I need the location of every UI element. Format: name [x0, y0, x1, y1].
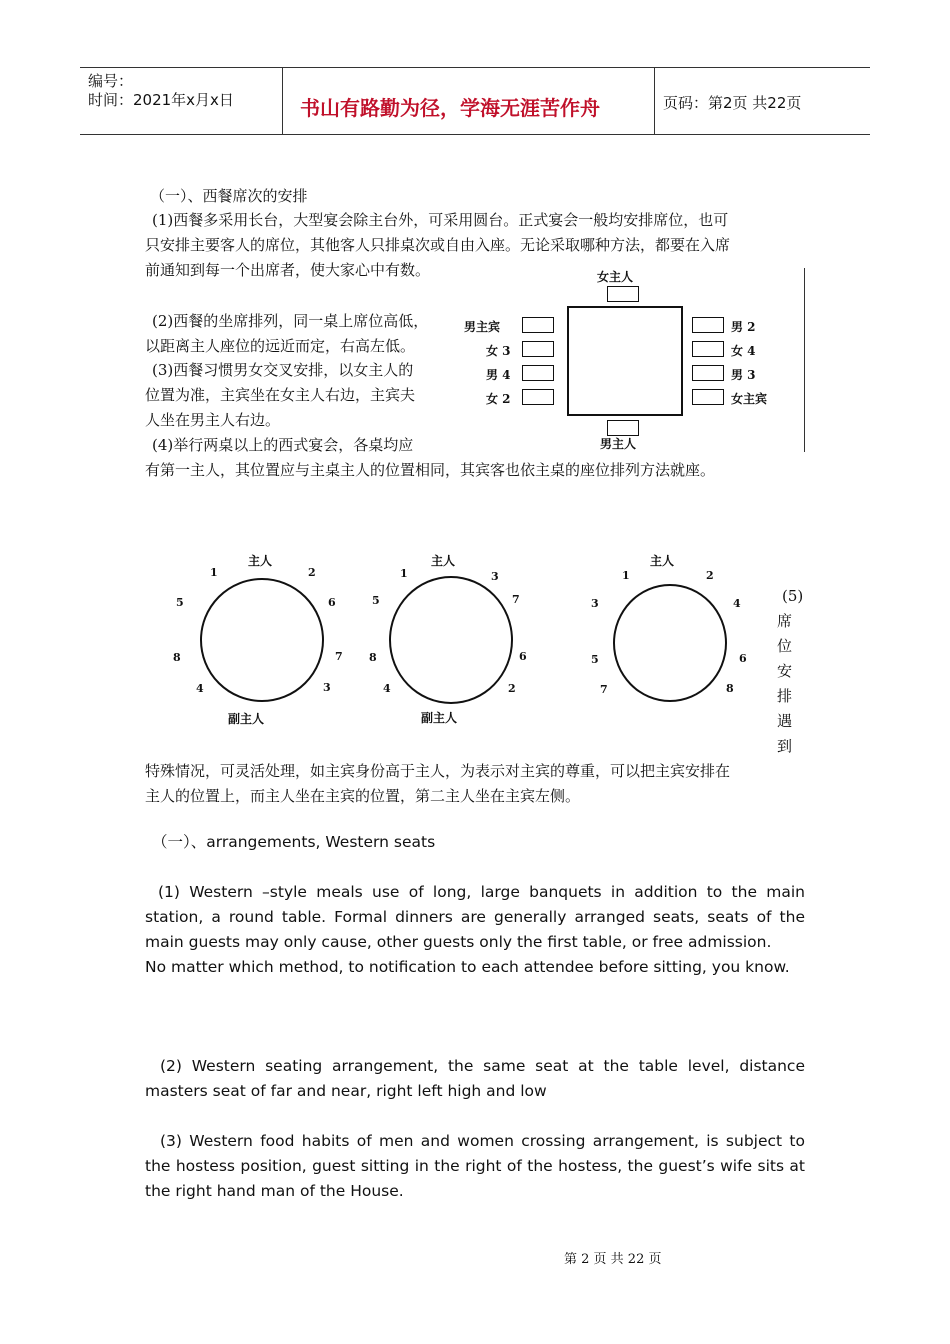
- seat-label-host: 男主人: [600, 437, 637, 451]
- round-table-3: [613, 584, 727, 702]
- seat-host: [607, 420, 639, 436]
- en-p1b: No matter which method, to notification to each attendee before sitting, you know.: [145, 958, 790, 976]
- seat-left-3: [522, 365, 554, 381]
- round2-seat-number: 5: [372, 594, 380, 607]
- seat-label-left-4: 女 2: [486, 392, 511, 406]
- round2-host-label: 主人: [431, 554, 456, 568]
- round3-host-label: 主人: [650, 554, 675, 568]
- cn-p5-vchar: 位: [777, 637, 793, 655]
- round2-seat-number: 4: [383, 682, 391, 695]
- round3-seat-number: 3: [591, 597, 599, 610]
- round2-seat-number: 3: [491, 570, 499, 583]
- seat-left-2: [522, 341, 554, 357]
- en-paragraph-2: [145, 1054, 805, 1104]
- seat-label-left-2: 女 3: [486, 344, 511, 358]
- cn-p2-line2: 以距离主人座位的远近而定，右高左低。: [145, 337, 416, 355]
- cn-p5-line1: 特殊情况，可灵活处理，如主宾身份高于主人，为表示对主宾的尊重，可以把主宾安排在: [145, 762, 731, 780]
- cn-p5-line2: 主人的位置上，而主人坐在主宾的位置，第二主人坐在主宾左侧。: [145, 787, 581, 805]
- seat-label-right-1: 男 2: [731, 320, 756, 334]
- en-p2: (2) Western seating arrangement, the same seat at the table level, distance masters seat of far and near, right left high and low: [145, 1057, 805, 1100]
- cn-p5-vchar: 排: [777, 687, 793, 705]
- cn-p1-line1: (1)西餐多采用长台，大型宴会除主台外，可采用圆台。正式宴会一般均安排席位，也可: [152, 211, 729, 229]
- cn-p3-line2: 位置为准，主宾坐在女主人右边，主宾夫: [145, 386, 416, 404]
- cn-p4-line2: 有第一主人，其位置应与主桌主人的位置相同，其宾客也依主桌的座位排列方法就座。: [145, 461, 716, 479]
- page-label: 页码：第2页 共22页: [663, 94, 802, 112]
- round1-seat-number: 5: [176, 596, 184, 609]
- seat-hostess: [607, 286, 639, 302]
- en-paragraph-1: [145, 880, 805, 980]
- round1-seat-number: 3: [323, 681, 331, 694]
- seat-label-right-4: 女主宾: [731, 392, 768, 406]
- round-table-2: [389, 576, 513, 704]
- en-p1: (1) Western –style meals use of long, large banquets in addition to the main station, a round table. Formal dinners are generally arranged seats, seats of the main guests may only cause, other guests only the first table, or free admission.: [145, 883, 805, 951]
- round3-seat-number: 2: [706, 569, 714, 582]
- seat-left-1: [522, 317, 554, 333]
- cn-p5-vchar: 到: [777, 737, 793, 755]
- section-title-cn: （一）、西餐席次的安排: [150, 187, 308, 205]
- round2-seat-number: 2: [508, 682, 516, 695]
- round-table-1: [200, 578, 324, 702]
- seat-right-2: [692, 341, 724, 357]
- page-footer: 第 2 页 共 22 页: [564, 1252, 662, 1267]
- cn-p5-vchar: 安: [777, 662, 793, 680]
- round2-seat-number: 1: [400, 567, 408, 580]
- cn-p5-vchar: 席: [777, 612, 793, 630]
- round3-seat-number: 5: [591, 653, 599, 666]
- round1-host-label: 主人: [248, 554, 273, 568]
- seat-label-right-2: 女 4: [731, 344, 756, 358]
- long-table: [567, 306, 683, 416]
- round1-seat-number: 7: [335, 650, 343, 663]
- seat-label-left-3: 男 4: [486, 368, 511, 382]
- seat-label-hostess: 女主人: [597, 270, 634, 284]
- round3-seat-number: 7: [600, 683, 608, 696]
- seat-right-1: [692, 317, 724, 333]
- round2-seat-number: 6: [519, 650, 527, 663]
- cn-p5-vchar: (5): [782, 587, 804, 605]
- code-label: 编号：: [88, 72, 134, 90]
- round1-cohost-label: 副主人: [228, 712, 265, 726]
- round1-seat-number: 4: [196, 682, 204, 695]
- diagram-border-line: [804, 268, 805, 452]
- round1-seat-number: 2: [308, 566, 316, 579]
- round2-cohost-label: 副主人: [421, 711, 458, 725]
- motto: 书山有路勤为径，学海无涯苦作舟: [300, 96, 600, 120]
- section-title-en: （一）、arrangements, Western seats: [152, 833, 436, 851]
- round2-seat-number: 8: [369, 651, 377, 664]
- round2-seat-number: 7: [512, 593, 520, 606]
- cn-p2-line1: (2)西餐的坐席排列，同一桌上席位高低，: [152, 312, 429, 330]
- seat-left-4: [522, 389, 554, 405]
- round3-seat-number: 6: [739, 652, 747, 665]
- round1-seat-number: 6: [328, 596, 336, 609]
- seat-label-right-3: 男 3: [731, 368, 756, 382]
- date-label: 时间：2021年x月x日: [88, 91, 234, 109]
- cn-p4-line1: (4)举行两桌以上的西式宴会，各桌均应: [152, 436, 414, 454]
- en-p3: (3) Western food habits of men and women crossing arrangement, is subject to the hostess position, guest sitting in the right of the hostess, the guest’s wife sits at the right hand man of the House.: [145, 1132, 805, 1200]
- round1-seat-number: 8: [173, 651, 181, 664]
- round3-seat-number: 1: [622, 569, 630, 582]
- cn-p3-line3: 人坐在男主人右边。: [145, 411, 281, 429]
- round3-seat-number: 4: [733, 597, 741, 610]
- cn-p3-line1: (3)西餐习惯男女交叉安排，以女主人的: [152, 361, 414, 379]
- cn-p1-line3: 前通知到每一个出席者，使大家心中有数。: [145, 261, 431, 279]
- round3-seat-number: 8: [726, 682, 734, 695]
- cn-p5-vchar: 遇: [777, 712, 793, 730]
- en-paragraph-3: [145, 1129, 805, 1204]
- round1-seat-number: 1: [210, 566, 218, 579]
- seat-label-left-1: 男主宾: [464, 320, 501, 334]
- seat-right-3: [692, 365, 724, 381]
- cn-p1-line2: 只安排主要客人的席位，其他客人只排桌次或自由入座。无论采取哪种方法，都要在入席: [145, 236, 731, 254]
- seat-right-4: [692, 389, 724, 405]
